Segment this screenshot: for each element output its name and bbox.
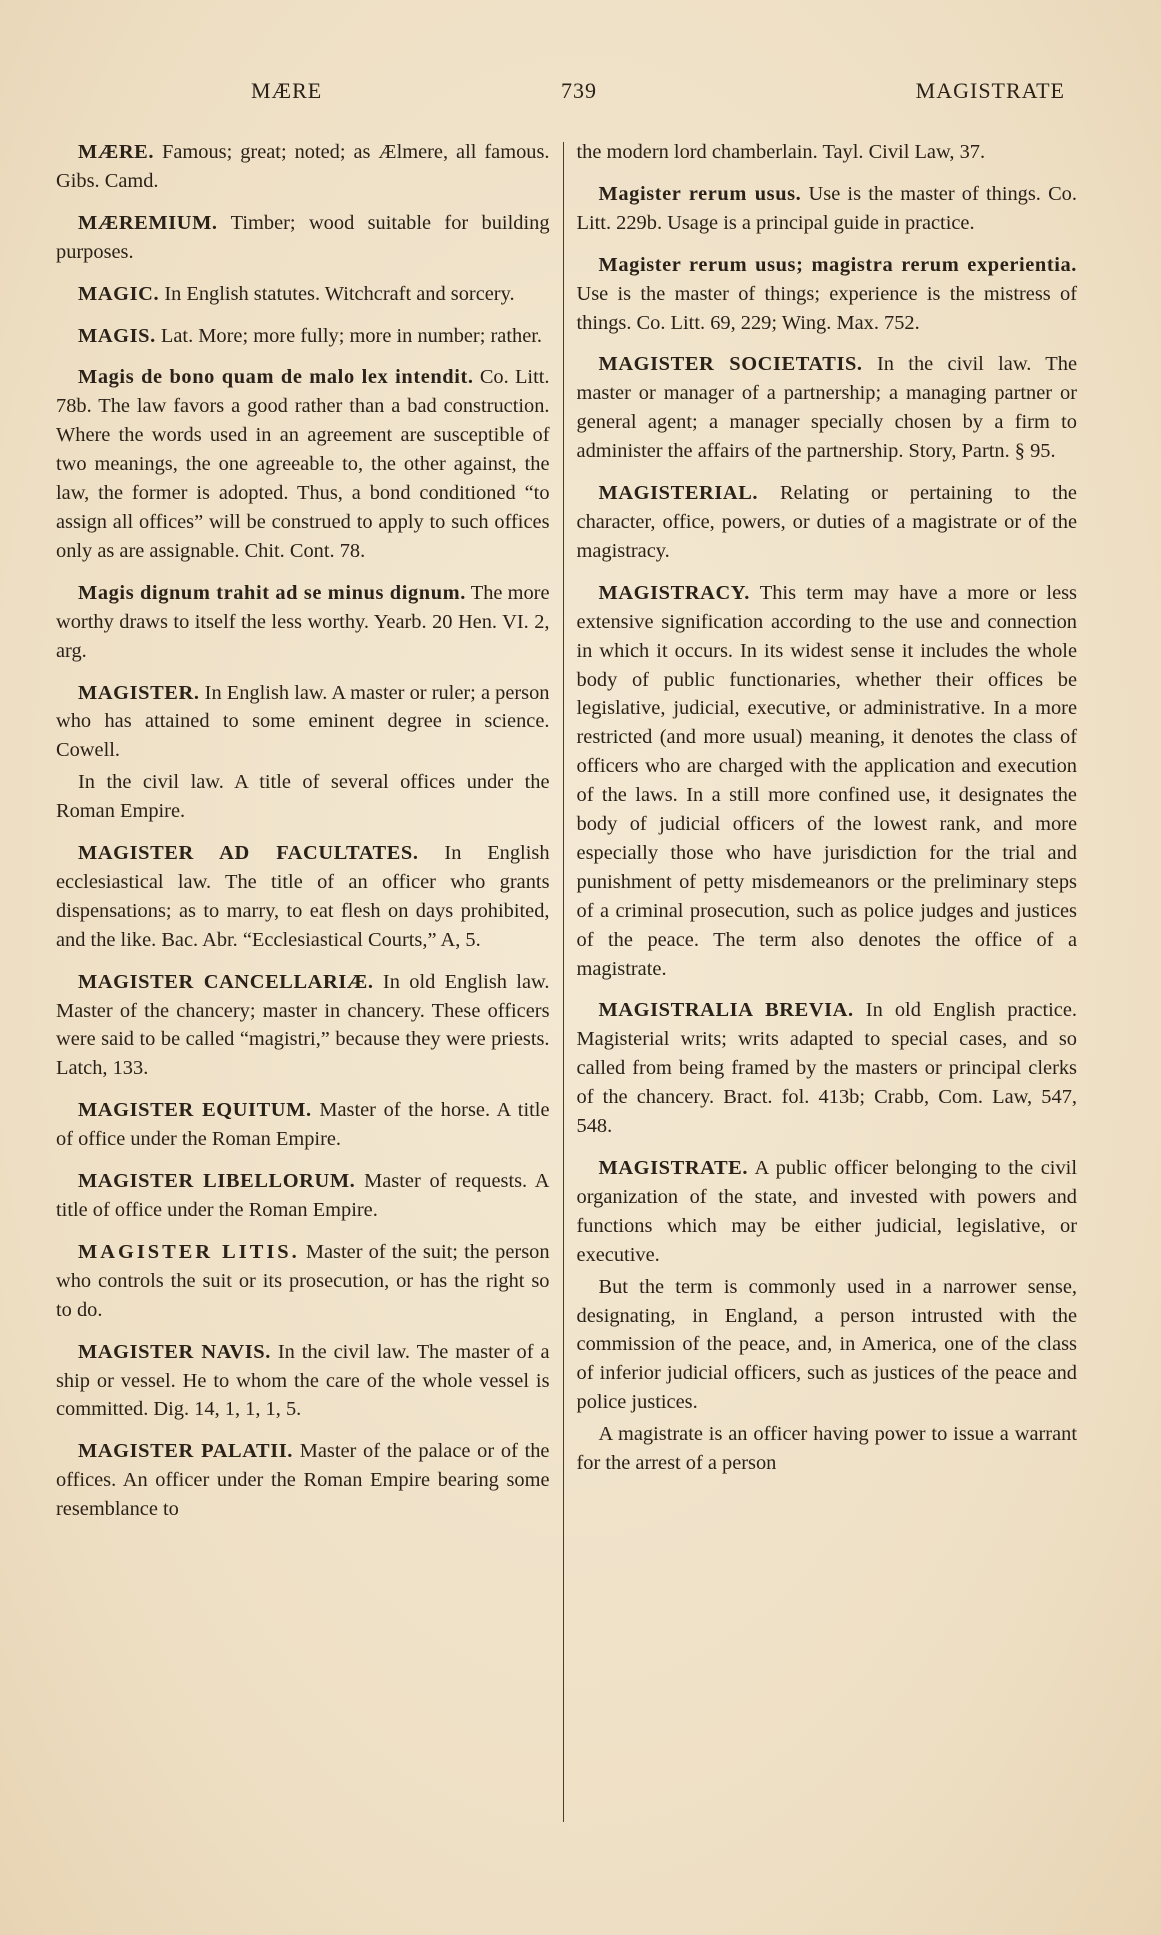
dictionary-entry	[56, 1096, 550, 1154]
entry-definition: In English ecclesiastical law. The title of an officer who grants dispensations; as to marry, to eat flesh on days prohibited, and the like. Bac. Abr. “Ecclesiastical Courts,” A, 5.	[56, 842, 550, 951]
entry-definition: The more worthy draws to itself the less worthy. Yearb. 20 Hen. VI. 2, arg.	[56, 581, 550, 662]
entry-headword: MAGIC.	[78, 282, 160, 305]
entry-paragraph	[56, 209, 550, 267]
entry-headword: MAGISTER LITIS.	[78, 1240, 300, 1263]
entry-paragraph	[56, 1338, 550, 1425]
dictionary-entry	[56, 280, 550, 309]
entry-headword: MAGISTER AD FACULTATES.	[78, 842, 419, 865]
entry-definition: Co. Litt. 78b. The law favors a good rather than a bad construction. Where the words used in an agreement are susceptible of two meanings, the one agreeable to, the other against, the law, the former is adopted. Thus, a bond conditioned “to assign all offices” will be construed to apply to such offices only as are assignable. Chit. Cont. 78.	[56, 366, 550, 562]
entry-definition: Use is the master of things. Co. Litt. 229b. Usage is a principal guide in practice.	[576, 182, 1077, 234]
entry-paragraph	[577, 579, 1077, 984]
entry-headword: Magister rerum usus; magistra rerum experientia.	[598, 253, 1077, 276]
dictionary-entry	[56, 1167, 550, 1225]
entry-paragraph	[56, 768, 550, 826]
entry-definition: Lat. More; more fully; more in number; rather.	[160, 324, 543, 347]
entry-paragraph	[56, 1437, 550, 1524]
entry-headword: Magis dignum trahit ad se minus dignum.	[78, 581, 466, 604]
entry-paragraph	[56, 579, 550, 666]
entry-headword: MAGISTER SOCIETATIS.	[598, 353, 863, 376]
entry-headword: MAGIS.	[78, 324, 156, 347]
dictionary-entry	[56, 968, 550, 1084]
entry-paragraph	[56, 679, 550, 766]
entry-headword: MAGISTER EQUITUM.	[78, 1099, 312, 1122]
entry-paragraph	[577, 251, 1077, 338]
entry-headword: MÆRE.	[78, 141, 155, 163]
entry-definition: Famous; great; noted; as Ælmere, all famous. Gibs. Camd.	[56, 141, 550, 192]
dictionary-entry	[56, 839, 550, 955]
entry-headword: Magister rerum usus.	[598, 182, 802, 205]
entry-headword: MAGISTER LIBELLORUM.	[78, 1170, 356, 1193]
entry-headword: MAGISTER.	[78, 681, 200, 704]
dictionary-entry	[56, 1338, 550, 1425]
entry-headword: MÆREMIUM.	[78, 211, 218, 234]
entry-definition: Relating or pertaining to the character, office, powers, or duties of a magistrate or of the magistracy.	[576, 482, 1077, 562]
entry-headword: Magis de bono quam de malo lex intendit.	[78, 366, 474, 389]
entry-paragraph	[56, 1238, 550, 1325]
entry-paragraph	[56, 839, 550, 955]
entry-definition: Master of the horse. A title of office under the Roman Empire.	[56, 1099, 550, 1151]
entry-headword: MAGISTRALIA BREVIA.	[598, 999, 854, 1022]
entry-paragraph	[577, 479, 1077, 566]
dictionary-entry	[577, 1273, 1077, 1418]
entry-headword: MAGISTER PALATII.	[78, 1440, 293, 1463]
right-column	[564, 138, 1077, 1822]
entry-definition: But the term is commonly used in a narrower sense, designating, in England, a person intrusted with the commission of the peace, and, in America, one of the class of inferior judicial officers, such as justices of the peace and police justices.	[576, 1275, 1077, 1414]
entry-paragraph	[577, 996, 1077, 1141]
entry-definition: Master of requests. A title of office under the Roman Empire.	[56, 1170, 550, 1221]
entry-definition: In the civil law. The master of a ship or vessel. He to whom the care of the whole vessel is committed. Dig. 14, 1, 1, 1, 5.	[56, 1340, 550, 1421]
dictionary-entry	[56, 138, 550, 196]
page-number: 739	[560, 78, 597, 103]
left-column	[56, 138, 563, 1822]
entry-paragraph	[56, 1167, 550, 1225]
entry-definition: the modern lord chamberlain. Tayl. Civil Law, 37.	[576, 141, 986, 163]
entry-definition: This term may have a more or less extensive signification according to the use and connection in which it occurs. In its widest sense it includes the whole body of public functionaries, whether their offices be legislative, judicial, executive, or administrative. In a more restricted (and more usual) meaning, it denotes the class of officers who are charged with the application and execution of the laws. In a still more confined use, it designates the body of judicial officers of the lowest rank, and more especially those who have jurisdiction for the trial and punishment of petty misdemeanors or the preliminary steps of a criminal prosecution, such as police judges and justices of the peace. The term also denotes the office of a magistrate.	[576, 581, 1077, 980]
entry-headword: MAGISTERIAL.	[598, 482, 759, 505]
entry-definition: In old English practice. Magisterial writs; writs adapted to special cases, and so called from being framed by the masters or principal clerks of the chancery. Bract. fol. 413b; Crabb, Com. Law, 547, 548.	[576, 999, 1077, 1138]
entry-headword: MAGISTER CANCELLARIÆ.	[78, 970, 374, 993]
entry-paragraph	[577, 138, 1077, 167]
entry-definition: In old English law. Master of the chancery; master in chancery. These officers were said to be called “magistri,” because they were priests. Latch, 133.	[56, 970, 550, 1080]
dictionary-entry	[56, 579, 550, 666]
dictionary-entry	[577, 1154, 1077, 1270]
running-head	[251, 78, 1065, 112]
dictionary-entry	[56, 768, 550, 826]
entry-paragraph	[577, 180, 1077, 238]
entry-definition: In English statutes. Witchcraft and sorcery.	[164, 282, 515, 305]
dictionary-entry	[577, 138, 1077, 167]
dictionary-entry	[577, 996, 1077, 1141]
entry-paragraph	[56, 280, 550, 309]
entry-definition: Master of the palace or of the offices. An officer under the Roman Empire bearing some resemblance to	[56, 1440, 550, 1521]
entry-paragraph	[56, 322, 550, 351]
entry-definition: A magistrate is an officer having power to issue a warrant for the arrest of a person	[576, 1423, 1077, 1475]
entry-definition: Timber; wood suitable for building purposes.	[56, 211, 550, 263]
dictionary-entry	[577, 479, 1077, 566]
header-left-word: MÆRE	[251, 78, 323, 103]
entry-headword: MAGISTRACY.	[598, 581, 750, 604]
dictionary-entry	[56, 363, 550, 565]
entry-paragraph	[577, 1420, 1077, 1478]
dictionary-entry	[56, 1437, 550, 1524]
dictionary-entry	[577, 1420, 1077, 1478]
entry-headword: MAGISTER NAVIS.	[78, 1340, 271, 1363]
dictionary-entry	[56, 209, 550, 267]
entry-definition: A public officer belonging to the civil organization of the state, and invested with powers and functions which may be either judicial, legislative, or executive.	[576, 1157, 1077, 1266]
dictionary-entry	[577, 180, 1077, 238]
two-column-body	[56, 138, 1077, 1822]
entry-paragraph	[577, 1154, 1077, 1270]
dictionary-entry	[56, 679, 550, 766]
entry-headword: MAGISTRATE.	[598, 1157, 749, 1179]
entry-paragraph	[56, 363, 550, 565]
entry-definition: Use is the master of things; experience is the mistress of things. Co. Litt. 69, 229; Wing. Max. 752.	[576, 282, 1077, 334]
entry-paragraph	[56, 1096, 550, 1154]
dictionary-entry	[577, 251, 1077, 338]
dictionary-entry	[577, 350, 1077, 466]
entry-paragraph	[56, 968, 550, 1084]
entry-paragraph	[577, 350, 1077, 466]
entry-definition: In the civil law. A title of several offices under the Roman Empire.	[56, 771, 550, 823]
entry-definition: In English law. A master or ruler; a person who has attained to some eminent degree in science. Cowell.	[56, 681, 550, 762]
entry-definition: Master of the suit; the person who controls the suit or its prosecution, or has the right so to do.	[56, 1240, 550, 1321]
entry-paragraph	[577, 1273, 1077, 1418]
dictionary-entry	[577, 579, 1077, 984]
entry-definition: In the civil law. The master or manager of a partnership; a managing partner or general agent; a manager specially chosen by a firm to administer the affairs of the partnership. Story, Partn. § 95.	[576, 353, 1077, 463]
dictionary-entry	[56, 322, 550, 351]
dictionary-entry	[56, 1238, 550, 1325]
header-right-word: MAGISTRATE	[915, 78, 1065, 103]
entry-paragraph	[56, 138, 550, 196]
